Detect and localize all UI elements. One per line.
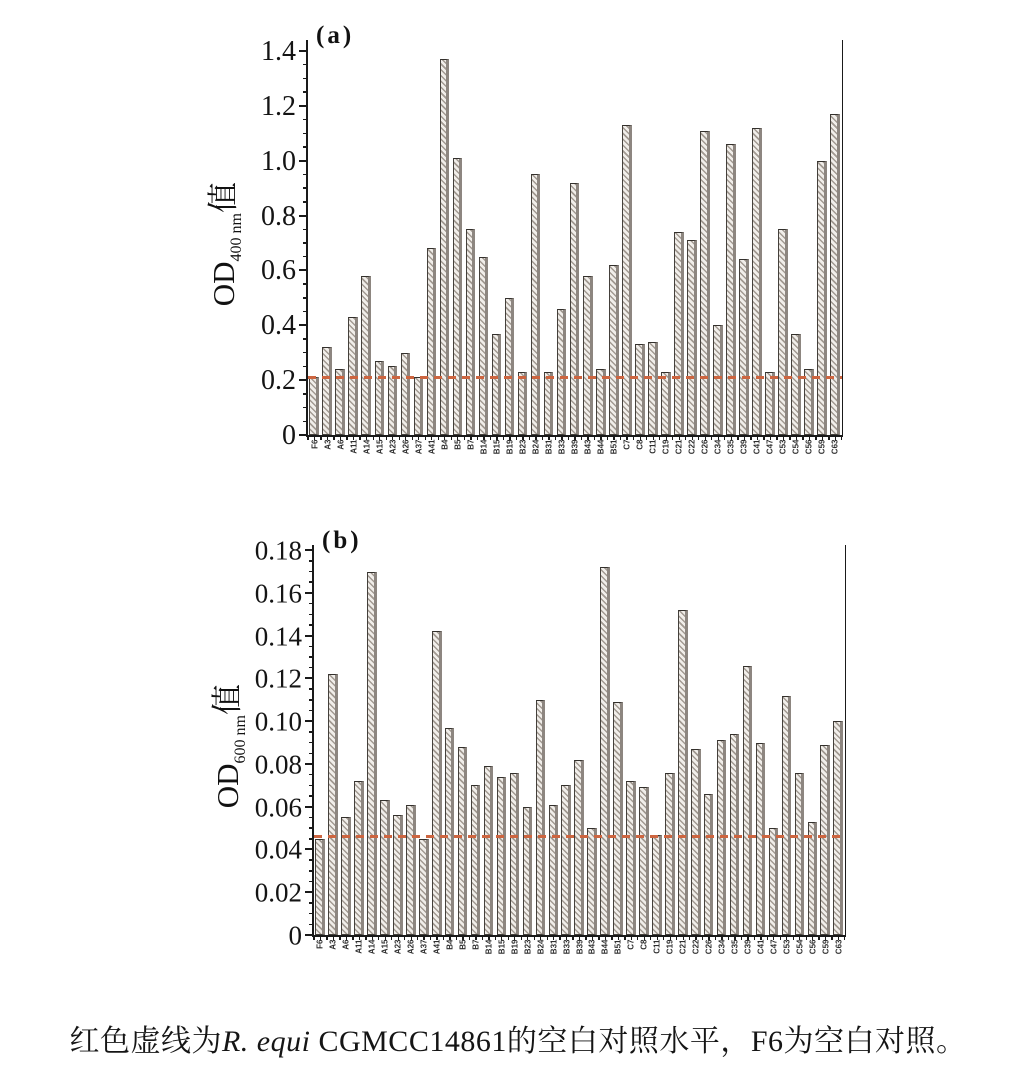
- figure-caption: [0, 1016, 1036, 1060]
- bar: [691, 749, 701, 935]
- x-axis-category-label: B33: [557, 439, 567, 455]
- x-axis-category-label: A6: [341, 939, 351, 950]
- y-axis-minor-tick: [303, 91, 308, 93]
- y-axis-minor-tick: [309, 774, 314, 776]
- bar: [765, 372, 775, 435]
- bar: [574, 760, 584, 935]
- x-axis-category-label: C26: [700, 439, 710, 455]
- x-axis-category-label: C63: [830, 439, 840, 455]
- caption-italic-species: R. equi: [221, 1025, 311, 1058]
- y-axis-minor-tick: [309, 742, 314, 744]
- bar: [596, 369, 606, 435]
- y-axis-label-b-base: OD: [209, 763, 245, 809]
- x-axis-category-label: C56: [804, 439, 814, 455]
- y-axis-tick-label: 0.14: [254, 621, 302, 652]
- x-axis-category-label: A6: [336, 439, 346, 450]
- y-axis-tick-label: 0: [288, 920, 302, 951]
- bar: [639, 787, 649, 935]
- y-axis-tick-label: 0.08: [254, 749, 302, 780]
- x-axis-category-label: C53: [778, 439, 788, 455]
- bar: [808, 822, 818, 935]
- x-axis-category-label: C53: [782, 939, 792, 955]
- y-axis-tick-label: 0.18: [254, 535, 302, 566]
- bar: [445, 728, 455, 935]
- bar: [830, 114, 840, 435]
- y-axis-tick-label: 0.8: [261, 200, 296, 232]
- y-axis-minor-tick: [309, 603, 314, 605]
- y-axis-tick-label: 1.2: [261, 90, 296, 122]
- bar: [769, 828, 779, 935]
- bar: [335, 369, 345, 435]
- y-axis-major-tick: [305, 934, 314, 936]
- y-axis-major-tick: [299, 50, 308, 52]
- y-axis-minor-tick: [309, 581, 314, 583]
- x-axis-category-label: A37: [419, 939, 429, 955]
- x-axis-tick: [841, 435, 842, 440]
- x-axis-category-label: A26: [401, 439, 411, 455]
- bar: [557, 309, 567, 435]
- x-axis-category-label: A14: [362, 439, 372, 455]
- x-axis-category-label: B39: [575, 939, 584, 955]
- x-axis-category-label: C19: [661, 439, 671, 455]
- blank-control-dashed-line: [314, 835, 845, 838]
- x-axis-category-label: B7: [471, 939, 481, 950]
- bar: [820, 745, 830, 935]
- x-axis-category-label: C59: [817, 439, 827, 455]
- y-axis-major-tick: [299, 434, 308, 436]
- y-axis-minor-tick: [309, 624, 314, 626]
- bar: [505, 298, 515, 435]
- x-axis-category-label: C35: [726, 439, 736, 455]
- x-axis-category-label: C34: [713, 439, 723, 455]
- x-axis-category-label: C39: [743, 939, 753, 955]
- x-axis-category-label: B24: [536, 939, 546, 955]
- y-axis-minor-tick: [303, 283, 308, 285]
- y-axis-minor-tick: [303, 366, 308, 368]
- y-axis-major-tick: [305, 635, 314, 637]
- y-axis-label-a-suffix: 值: [205, 181, 241, 213]
- bar: [523, 807, 533, 935]
- y-axis-minor-tick: [309, 571, 314, 573]
- x-axis-category-label: A3: [323, 439, 333, 450]
- bar: [817, 161, 827, 435]
- x-axis-category-label: A15: [375, 439, 385, 455]
- bar: [561, 785, 571, 935]
- x-axis-category-label: C34: [717, 939, 727, 955]
- x-axis-category-label: A37: [414, 439, 424, 455]
- bar: [309, 377, 319, 435]
- y-axis-minor-tick: [303, 256, 308, 258]
- y-axis-major-tick: [305, 891, 314, 893]
- bar: [782, 696, 792, 935]
- bar: [414, 377, 424, 435]
- bar: [833, 721, 843, 935]
- bar: [743, 666, 753, 935]
- x-axis-category-label: A11: [349, 439, 359, 454]
- y-axis-tick-label: 0.16: [254, 578, 302, 609]
- x-axis-category-label: B19: [505, 439, 515, 455]
- bar: [510, 773, 520, 936]
- x-axis-category-label: C41: [752, 439, 762, 455]
- bar: [328, 674, 338, 935]
- x-axis-category-label: C22: [691, 939, 701, 955]
- y-axis-minor-tick: [303, 393, 308, 395]
- x-axis-category-label: F6: [310, 439, 320, 449]
- caption-text-2: CGMCC14861的空白对照水平，F6为空白对照。: [310, 1025, 967, 1058]
- bar: [354, 781, 364, 935]
- y-axis-minor-tick: [309, 870, 314, 872]
- y-axis-major-tick: [299, 269, 308, 271]
- bar: [393, 815, 403, 935]
- bar: [752, 128, 762, 435]
- y-axis-major-tick: [299, 379, 308, 381]
- y-axis-minor-tick: [309, 785, 314, 787]
- y-axis-tick-label: 1.4: [261, 35, 296, 67]
- bar: [700, 131, 710, 435]
- y-axis-major-tick: [305, 763, 314, 765]
- x-axis-category-label: A15: [380, 939, 390, 955]
- x-axis-category-label: C54: [795, 939, 805, 955]
- x-axis-category-label: C7: [626, 939, 636, 950]
- x-axis-tick: [844, 935, 845, 940]
- y-axis-major-tick: [299, 160, 308, 162]
- bar: [492, 334, 502, 435]
- x-axis-category-label: C11: [652, 939, 662, 954]
- bar: [471, 785, 481, 935]
- y-axis-minor-tick: [309, 699, 314, 701]
- bar: [652, 835, 662, 935]
- y-axis-major-tick: [305, 720, 314, 722]
- bar: [795, 773, 805, 936]
- y-axis-minor-tick: [309, 795, 314, 797]
- bar: [570, 183, 580, 435]
- bar: [713, 325, 723, 435]
- x-axis-category-label: B4: [440, 439, 450, 450]
- x-axis-category-label: B44: [596, 439, 606, 455]
- bar: [549, 805, 559, 935]
- y-axis-minor-tick: [303, 146, 308, 148]
- y-axis-minor-tick: [309, 827, 314, 829]
- x-axis-category-label: C35: [730, 939, 740, 955]
- x-axis-category-label: B14: [479, 439, 489, 455]
- x-axis-category-label: B15: [497, 939, 507, 955]
- y-axis-tick-label: 0.10: [254, 706, 302, 737]
- y-axis-minor-tick: [303, 229, 308, 231]
- x-axis-category-label: C19: [665, 939, 675, 955]
- y-axis-minor-tick: [303, 119, 308, 121]
- y-axis-minor-tick: [303, 297, 308, 299]
- y-axis-major-tick: [299, 324, 308, 326]
- x-axis-category-label: A41: [427, 439, 437, 455]
- y-axis-minor-tick: [303, 133, 308, 135]
- y-axis-minor-tick: [303, 352, 308, 354]
- y-axis-minor-tick: [309, 731, 314, 733]
- x-axis-category-label: A23: [393, 939, 403, 955]
- bar: [587, 828, 597, 935]
- y-axis-label-b-subscript: 600 nm: [232, 714, 250, 764]
- y-axis-tick-label: 0.04: [254, 834, 302, 865]
- y-axis-minor-tick: [309, 753, 314, 755]
- y-axis-tick-label: 0.4: [261, 310, 296, 342]
- y-axis-minor-tick: [309, 646, 314, 648]
- x-axis-category-label: C21: [674, 439, 684, 455]
- y-axis-label-b-suffix: 值: [209, 683, 245, 715]
- y-axis-minor-tick: [309, 913, 314, 915]
- y-axis-tick-label: 0.02: [254, 877, 302, 908]
- bar: [613, 702, 623, 935]
- y-axis-minor-tick: [309, 688, 314, 690]
- y-axis-minor-tick: [303, 64, 308, 66]
- y-axis-minor-tick: [309, 881, 314, 883]
- x-axis-category-label: B14: [484, 939, 494, 955]
- y-axis-minor-tick: [303, 201, 308, 203]
- bar: [635, 344, 645, 435]
- x-axis-category-label: F6: [315, 939, 325, 949]
- x-axis-category-label: B23: [523, 939, 533, 955]
- y-axis-minor-tick: [309, 656, 314, 658]
- x-axis-category-label: B44: [600, 939, 610, 955]
- bar: [778, 229, 788, 435]
- bar: [453, 158, 463, 435]
- y-axis-minor-tick: [303, 311, 308, 313]
- bar: [419, 839, 429, 935]
- x-axis-category-label: C8: [639, 939, 649, 950]
- x-axis-category-label: B5: [453, 439, 463, 450]
- x-axis-category-label: B39: [570, 439, 580, 455]
- bar: [544, 372, 554, 435]
- bar: [322, 347, 332, 435]
- bar: [380, 800, 390, 935]
- x-axis-category-label: C56: [808, 939, 818, 955]
- y-axis-minor-tick: [309, 838, 314, 840]
- bar: [661, 372, 671, 435]
- x-axis-category-label: B19: [510, 939, 520, 955]
- bar: [367, 572, 377, 935]
- bar: [726, 144, 736, 435]
- x-axis-category-label: B5: [458, 939, 468, 950]
- y-axis-minor-tick: [303, 338, 308, 340]
- bar: [458, 747, 468, 935]
- bar: [401, 353, 411, 435]
- y-axis-tick-label: 0.6: [261, 255, 296, 287]
- bar: [427, 248, 437, 435]
- y-axis-minor-tick: [309, 924, 314, 926]
- x-axis-category-label: C26: [704, 939, 714, 955]
- y-axis-label-a-base: OD: [205, 261, 241, 307]
- x-axis-category-label: A11: [354, 939, 364, 954]
- panel-label-b: (b): [322, 527, 362, 554]
- x-axis-category-label: B43: [587, 939, 597, 955]
- x-axis-category-label: A41: [432, 939, 442, 955]
- y-axis-major-tick: [305, 592, 314, 594]
- y-axis-label-a-subscript: 400 nm: [228, 212, 246, 262]
- x-axis-category-label: B43: [583, 439, 593, 455]
- bar: [687, 240, 697, 435]
- panel-label-a: (a): [316, 22, 355, 49]
- y-axis-minor-tick: [303, 407, 308, 409]
- y-axis-major-tick: [299, 215, 308, 217]
- y-axis-minor-tick: [309, 902, 314, 904]
- x-axis-category-label: B4: [445, 939, 455, 950]
- x-axis-category-label: B33: [562, 939, 572, 955]
- x-axis-category-label: B51: [613, 939, 623, 955]
- y-axis-label-a: [198, 94, 246, 394]
- bar: [648, 342, 658, 435]
- bar: [479, 257, 489, 435]
- x-axis-category-label: C22: [687, 439, 697, 455]
- x-axis-category-label: C41: [756, 939, 766, 955]
- bar: [406, 805, 416, 935]
- bar: [536, 700, 546, 935]
- bar: [583, 276, 593, 435]
- x-axis-category-label: B23: [518, 439, 528, 455]
- x-axis-category-label: A23: [388, 439, 398, 455]
- x-axis-category-label: B51: [609, 439, 619, 455]
- x-axis-category-label: C47: [769, 939, 779, 955]
- bar: [804, 369, 814, 435]
- blank-control-dashed-line: [308, 376, 842, 379]
- y-axis-minor-tick: [309, 859, 314, 861]
- y-axis-major-tick: [299, 105, 308, 107]
- y-axis-minor-tick: [303, 187, 308, 189]
- x-axis-category-label: C7: [622, 439, 632, 450]
- x-axis-category-label: B31: [549, 939, 559, 955]
- bar: [361, 276, 371, 435]
- x-axis-category-label: C8: [635, 439, 645, 450]
- x-axis-category-label: B7: [466, 439, 476, 450]
- y-axis-minor-tick: [309, 817, 314, 819]
- bar: [739, 259, 749, 435]
- y-axis-minor-tick: [303, 421, 308, 423]
- bar: [497, 777, 507, 935]
- y-axis-tick-label: 0.2: [261, 365, 296, 397]
- x-axis-category-label: B15: [492, 439, 502, 455]
- y-axis-minor-tick: [309, 710, 314, 712]
- x-axis-category-label: C39: [739, 439, 749, 455]
- bar: [665, 773, 675, 936]
- bar: [466, 229, 476, 435]
- bar: [375, 361, 385, 435]
- x-axis-category-label: A3: [328, 939, 338, 950]
- bar: [432, 631, 442, 935]
- bar: [484, 766, 494, 935]
- y-axis-major-tick: [305, 677, 314, 679]
- y-axis-tick-label: 1.0: [261, 145, 296, 177]
- bar: [609, 265, 619, 435]
- x-axis-category-label: A14: [367, 939, 377, 955]
- x-axis-category-label: C47: [765, 439, 775, 455]
- x-axis-category-label: B24: [531, 439, 541, 455]
- y-axis-minor-tick: [309, 667, 314, 669]
- y-axis-minor-tick: [309, 614, 314, 616]
- bar: [791, 334, 801, 435]
- plot-area-b: [254, 535, 846, 955]
- x-axis-category-label: B31: [544, 439, 554, 455]
- y-axis-major-tick: [305, 806, 314, 808]
- caption-text-1: 红色虚线为: [69, 1025, 222, 1058]
- bar: [622, 125, 632, 435]
- y-axis-tick-label: 0.06: [254, 792, 302, 823]
- x-axis-category-label: C59: [821, 939, 831, 955]
- bar: [704, 794, 714, 935]
- x-axis-category-label: C54: [791, 439, 801, 455]
- bar: [678, 610, 688, 935]
- bar: [315, 839, 325, 935]
- y-axis-minor-tick: [303, 242, 308, 244]
- x-axis-category-label: C63: [834, 939, 844, 955]
- x-axis-category-label: C11: [648, 439, 658, 454]
- bar: [626, 781, 636, 935]
- bar: [600, 567, 610, 935]
- y-axis-tick-label: 0.12: [254, 663, 302, 694]
- y-axis-minor-tick: [309, 560, 314, 562]
- x-axis-category-label: C21: [678, 939, 688, 955]
- bar: [756, 743, 766, 935]
- x-axis-category-label: A26: [406, 939, 416, 955]
- y-axis-major-tick: [305, 549, 314, 551]
- bar: [674, 232, 684, 435]
- plot-area-a: [261, 35, 843, 455]
- y-axis-minor-tick: [303, 78, 308, 80]
- bar: [518, 372, 528, 435]
- y-axis-major-tick: [305, 848, 314, 850]
- y-axis-tick-label: 0: [282, 420, 296, 451]
- bar: [531, 174, 541, 435]
- y-axis-minor-tick: [303, 174, 308, 176]
